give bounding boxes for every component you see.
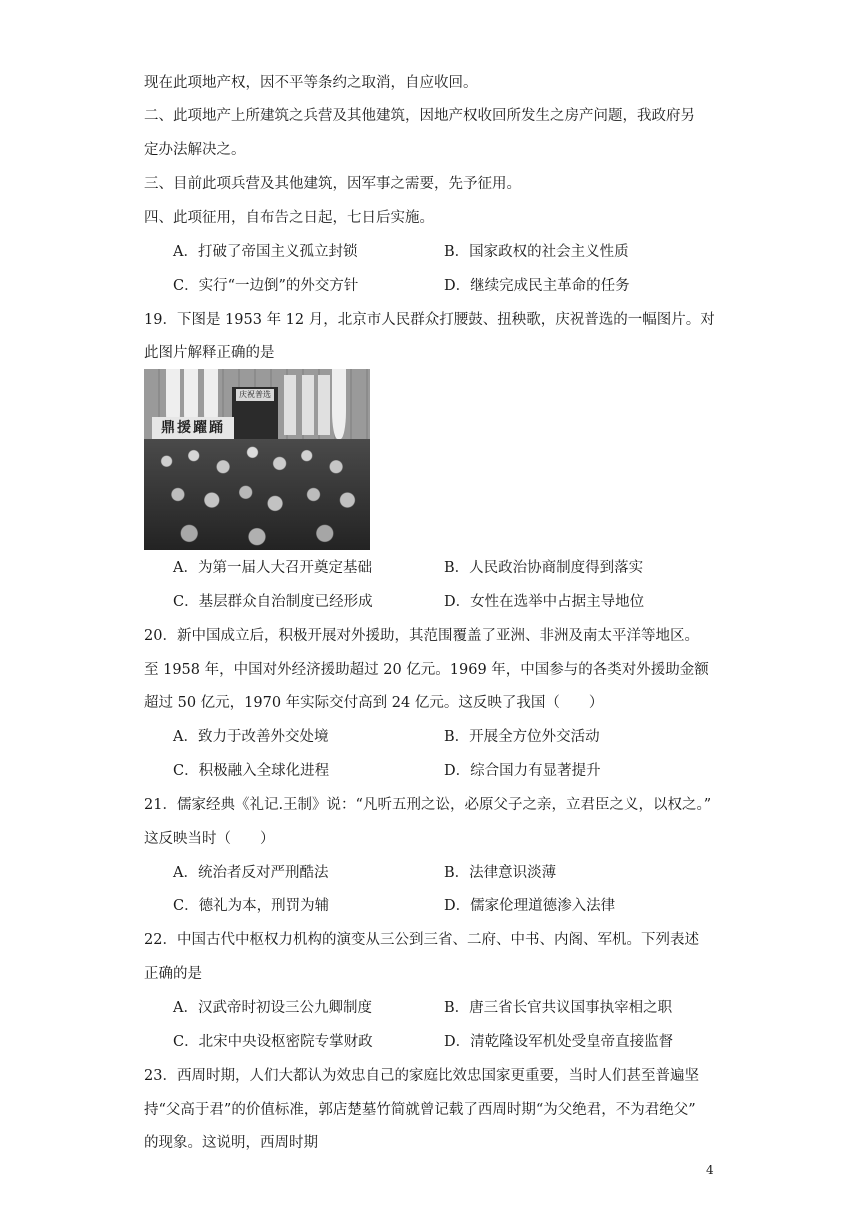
q21-option-c: C．德礼为本，刑罚为辅 [173,898,330,914]
q20-stem: 20．新中国成立后，积极开展对外援助，其范围覆盖了亚洲、非洲及南太平洋等地区。 [144,628,699,644]
q20-option-b: B．开展全方位外交活动 [444,729,600,745]
q20-option-c: C．积极融入全球化进程 [173,763,330,779]
q20-option-d: D．综合国力有显著提升 [444,763,601,779]
q19-stem: 19．下图是 1953 年 12 月，北京市人民群众打腰鼓、扭秧歌，庆祝普选的一幅图片。对 [144,312,715,328]
q19-option-c: C．基层群众自治制度已经形成 [173,594,373,610]
q22-stem: 正确的是 [144,966,202,982]
text-line: 二、此项地产上所建筑之兵营及其他建筑，因地产权收回所发生之房产问题，我政府另 [144,108,695,124]
text-line: 现在此项地产权，因不平等条约之取消，自应收回。 [144,75,478,91]
celebration-photo [144,369,370,550]
q22-option-d: D．清乾隆设军机处受皇帝直接监督 [444,1034,674,1050]
q19-stem: 此图片解释正确的是 [144,345,275,361]
q22-option-b: B．唐三省长官共议国事执宰相之职 [444,1000,673,1016]
photo-scroll [318,375,330,435]
photo-banner: 鼎援躍踊 [152,417,234,439]
q20-option-a: A．致力于改善外交处境 [173,729,329,745]
photo-scroll [302,375,314,435]
q21-stem: 这反映当时（ ） [144,831,275,847]
q20-stem: 超过 50 亿元，1970 年实际交付高到 24 亿元。这反映了我国（ ） [144,695,604,711]
q20-stem: 至 1958 年，中国对外经济援助超过 20 亿元。1969 年，中国参与的各类对外援助金额 [144,662,709,678]
q19-option-a: A．为第一届人大召开奠定基础 [173,560,372,576]
q23-stem: 持“父高于君”的价值标准，郭店楚墓竹简就曾记载了西周时期“为父绝君，不为君绝父” [144,1102,696,1118]
photo-scroll [284,375,296,435]
q18-option-c: C．实行“一边倒”的外交方针 [173,278,359,294]
q22-stem: 22．中国古代中枢权力机构的演变从三公到三省、二府、中书、内阁、军机。下列表述 [144,932,699,948]
q22-option-c: C．北宋中央设枢密院专掌财政 [173,1034,373,1050]
photo-flag [332,369,346,439]
photo-crowd [144,439,370,550]
q18-option-d: D．继续完成民主革命的任务 [444,278,630,294]
q23-stem: 的现象。这说明，西周时期 [144,1135,318,1151]
q21-option-b: B．法律意识淡薄 [444,865,557,881]
q21-stem: 21．儒家经典《礼记.王制》说：“凡听五刑之讼，必原父子之亲，立君臣之义，以权之。” [144,797,712,813]
q23-stem: 23．西周时期，人们大都认为效忠自己的家庭比效忠国家更重要，当时人们甚至普遍坚 [144,1068,699,1084]
q18-option-a: A．打破了帝国主义孤立封锁 [173,244,358,260]
q18-option-b: B．国家政权的社会主义性质 [444,244,629,260]
text-line: 三、目前此项兵营及其他建筑，因军事之需要，先予征用。 [144,176,521,192]
photo-sign: 庆祝普选 [236,389,274,401]
q22-option-a: A．汉武帝时初设三公九卿制度 [173,1000,372,1016]
q19-option-b: B．人民政治协商制度得到落实 [444,560,644,576]
text-line: 定办法解决之。 [144,142,246,158]
text-line: 四、此项征用，自布告之日起，七日后实施。 [144,210,434,226]
page-number: 4 [706,1163,714,1177]
q21-option-a: A．统治者反对严刑酷法 [173,865,329,881]
q21-option-d: D．儒家伦理道德渗入法律 [444,898,616,914]
q19-option-d: D．女性在选举中占据主导地位 [444,594,645,610]
